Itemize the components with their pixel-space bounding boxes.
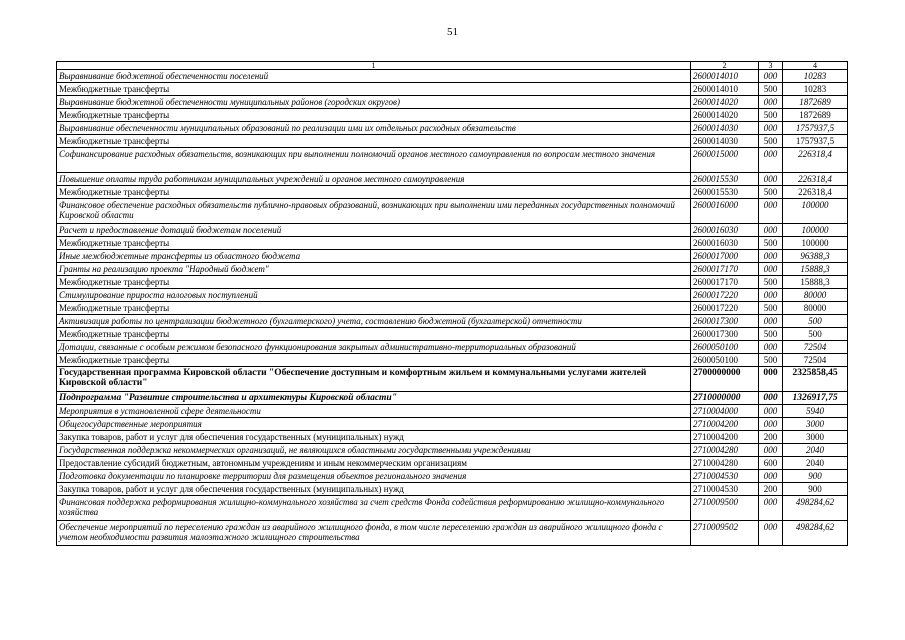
row-expense-type: 600 bbox=[759, 457, 783, 470]
row-code: 2600017170 bbox=[691, 276, 759, 289]
row-name: Общегосударственные мероприятия bbox=[57, 418, 691, 431]
table-row bbox=[57, 224, 848, 237]
row-code: 2710004530 bbox=[691, 483, 759, 496]
row-code: 2600017220 bbox=[691, 289, 759, 302]
column-number: 4 bbox=[783, 62, 848, 70]
row-expense-type: 500 bbox=[759, 135, 783, 148]
row-name: Межбюджетные трансферты bbox=[57, 109, 691, 122]
column-number-row bbox=[57, 62, 848, 70]
row-expense-type: 000 bbox=[759, 496, 783, 521]
row-name: Межбюджетные трансферты bbox=[57, 302, 691, 315]
column-number: 3 bbox=[759, 62, 783, 70]
table-row bbox=[57, 237, 848, 250]
row-name: Дотации, связанные с особым режимом безопасного функционирования закрытых административно-территориальных образований bbox=[57, 341, 691, 354]
row-expense-type: 200 bbox=[759, 483, 783, 496]
row-amount: 2040 bbox=[783, 457, 848, 470]
row-amount: 5940 bbox=[783, 405, 848, 418]
table-row bbox=[57, 276, 848, 289]
table-row bbox=[57, 315, 848, 328]
row-expense-type: 000 bbox=[759, 122, 783, 135]
table-row bbox=[57, 83, 848, 96]
row-expense-type: 000 bbox=[759, 405, 783, 418]
row-code: 2600015530 bbox=[691, 173, 759, 186]
row-name: Выравнивание бюджетной обеспеченности поселений bbox=[57, 70, 691, 83]
row-amount: 2325858,45 bbox=[783, 367, 848, 392]
row-amount: 100000 bbox=[783, 237, 848, 250]
row-name: Подпрограмма "Развитие строительства и архитектуры Кировской области" bbox=[57, 392, 691, 405]
row-code: 2600014030 bbox=[691, 122, 759, 135]
row-expense-type: 000 bbox=[759, 224, 783, 237]
row-code: 2600014010 bbox=[691, 70, 759, 83]
row-amount: 1326917,75 bbox=[783, 392, 848, 405]
row-expense-type: 000 bbox=[759, 199, 783, 224]
table-row bbox=[57, 199, 848, 224]
row-amount: 10283 bbox=[783, 83, 848, 96]
column-number: 2 bbox=[691, 62, 759, 70]
row-code: 2600014020 bbox=[691, 96, 759, 109]
table-row bbox=[57, 148, 848, 173]
table-row bbox=[57, 109, 848, 122]
row-code: 2600015530 bbox=[691, 186, 759, 199]
row-code: 2710000000 bbox=[691, 392, 759, 405]
row-name: Межбюджетные трансферты bbox=[57, 328, 691, 341]
row-name: Расчет и предоставление дотаций бюджетам поселений bbox=[57, 224, 691, 237]
table-row bbox=[57, 328, 848, 341]
page-number: 51 bbox=[447, 26, 458, 38]
table-row bbox=[57, 70, 848, 83]
row-amount: 15888,3 bbox=[783, 276, 848, 289]
row-code: 2600016000 bbox=[691, 199, 759, 224]
row-expense-type: 200 bbox=[759, 431, 783, 444]
row-code: 2600050100 bbox=[691, 354, 759, 367]
row-name: Межбюджетные трансферты bbox=[57, 135, 691, 148]
row-code: 2600015000 bbox=[691, 148, 759, 173]
row-amount: 100000 bbox=[783, 224, 848, 237]
row-code: 2710004530 bbox=[691, 470, 759, 483]
row-amount: 1872689 bbox=[783, 109, 848, 122]
row-code: 2600016030 bbox=[691, 237, 759, 250]
row-expense-type: 000 bbox=[759, 521, 783, 546]
table-row bbox=[57, 354, 848, 367]
row-amount: 498284,62 bbox=[783, 521, 848, 546]
row-expense-type: 000 bbox=[759, 418, 783, 431]
row-name: Закупка товаров, работ и услуг для обеспечения государственных (муниципальных) нужд bbox=[57, 483, 691, 496]
table-row bbox=[57, 135, 848, 148]
row-expense-type: 000 bbox=[759, 148, 783, 173]
table-row bbox=[57, 418, 848, 431]
row-name: Межбюджетные трансферты bbox=[57, 186, 691, 199]
row-amount: 96388,3 bbox=[783, 250, 848, 263]
row-amount: 10283 bbox=[783, 70, 848, 83]
row-code: 2710004000 bbox=[691, 405, 759, 418]
row-name: Обеспечение мероприятий по переселению граждан из аварийного жилищного фонда, в том числе переселению граждан из аварийного жилищного фонда с учетом необходимости развития малоэтажного жилищного строительства bbox=[57, 521, 691, 546]
row-expense-type: 000 bbox=[759, 444, 783, 457]
row-code: 2710004200 bbox=[691, 431, 759, 444]
row-expense-type: 000 bbox=[759, 367, 783, 392]
row-name: Предоставление субсидий бюджетным, автономным учреждениям и иным некоммерческим организациям bbox=[57, 457, 691, 470]
row-code: 2600017000 bbox=[691, 250, 759, 263]
row-name: Государственная поддержка некоммерческих организаций, не являющихся областными государственными учреждениями bbox=[57, 444, 691, 457]
row-amount: 2040 bbox=[783, 444, 848, 457]
table-row bbox=[57, 186, 848, 199]
row-code: 2600014020 bbox=[691, 109, 759, 122]
row-amount: 100000 bbox=[783, 199, 848, 224]
row-expense-type: 000 bbox=[759, 263, 783, 276]
table-row bbox=[57, 470, 848, 483]
budget-table-body bbox=[57, 62, 848, 546]
table-row bbox=[57, 483, 848, 496]
row-name: Государственная программа Кировской области "Обеспечение доступным и комфортным жильем и коммунальными услугами жителей Кировской области" bbox=[57, 367, 691, 392]
row-amount: 498284,62 bbox=[783, 496, 848, 521]
table-row bbox=[57, 96, 848, 109]
table-row bbox=[57, 250, 848, 263]
row-name: Мероприятия в установленной сфере деятельности bbox=[57, 405, 691, 418]
row-code: 2600050100 bbox=[691, 341, 759, 354]
row-expense-type: 000 bbox=[759, 289, 783, 302]
row-amount: 500 bbox=[783, 315, 848, 328]
row-code: 2600014030 bbox=[691, 135, 759, 148]
row-name: Межбюджетные трансферты bbox=[57, 354, 691, 367]
row-amount: 72504 bbox=[783, 341, 848, 354]
row-amount: 226318,4 bbox=[783, 186, 848, 199]
table-row bbox=[57, 173, 848, 186]
row-code: 2710004280 bbox=[691, 457, 759, 470]
row-amount: 900 bbox=[783, 470, 848, 483]
table-row bbox=[57, 405, 848, 418]
budget-table bbox=[56, 61, 848, 546]
row-name: Софинансирование расходных обязательств, возникающих при выполнении полномочий органов местного самоуправления по вопросам местного значения bbox=[57, 148, 691, 173]
row-expense-type: 000 bbox=[759, 392, 783, 405]
row-expense-type: 500 bbox=[759, 302, 783, 315]
row-expense-type: 000 bbox=[759, 315, 783, 328]
row-name: Межбюджетные трансферты bbox=[57, 276, 691, 289]
row-amount: 1872689 bbox=[783, 96, 848, 109]
row-amount: 80000 bbox=[783, 289, 848, 302]
row-amount: 1757937,5 bbox=[783, 135, 848, 148]
table-row bbox=[57, 457, 848, 470]
row-code: 2600017220 bbox=[691, 302, 759, 315]
row-expense-type: 500 bbox=[759, 328, 783, 341]
table-row bbox=[57, 444, 848, 457]
row-expense-type: 500 bbox=[759, 109, 783, 122]
row-expense-type: 000 bbox=[759, 341, 783, 354]
table-row bbox=[57, 521, 848, 546]
row-name: Финансовая поддержка реформирования жилищно-коммунального хозяйства за счет средств Фонда содействия реформированию жилищно-коммунального хозяйства bbox=[57, 496, 691, 521]
row-amount: 900 bbox=[783, 483, 848, 496]
row-code: 2710009500 bbox=[691, 496, 759, 521]
table-row bbox=[57, 392, 848, 405]
row-amount: 1757937,5 bbox=[783, 122, 848, 135]
row-name: Иные межбюджетные трансферты из областного бюджета bbox=[57, 250, 691, 263]
row-name: Гранты на реализацию проекта "Народный бюджет" bbox=[57, 263, 691, 276]
row-code: 2600017300 bbox=[691, 328, 759, 341]
row-expense-type: 500 bbox=[759, 354, 783, 367]
table-row bbox=[57, 122, 848, 135]
row-name: Выравнивание обеспеченности муниципальных образований по реализации ими их отдельных расходных обязательств bbox=[57, 122, 691, 135]
row-name: Выравнивание бюджетной обеспеченности муниципальных районов (городских округов) bbox=[57, 96, 691, 109]
row-amount: 72504 bbox=[783, 354, 848, 367]
row-amount: 3000 bbox=[783, 418, 848, 431]
row-name: Финансовое обеспечение расходных обязательств публично-правовых образований, возникающих при выполнении ими переданных государственных полномочий Кировской области bbox=[57, 199, 691, 224]
row-expense-type: 000 bbox=[759, 96, 783, 109]
row-code: 2600014010 bbox=[691, 83, 759, 96]
row-code: 2600017300 bbox=[691, 315, 759, 328]
table-row bbox=[57, 496, 848, 521]
row-code: 2710004280 bbox=[691, 444, 759, 457]
row-name: Подготовка документации по планировке территории для размещения объектов регионального значения bbox=[57, 470, 691, 483]
row-expense-type: 500 bbox=[759, 237, 783, 250]
row-name: Повышение оплаты труда работникам муниципальных учреждений и органов местного самоуправления bbox=[57, 173, 691, 186]
column-number: 1 bbox=[57, 62, 691, 70]
table-row bbox=[57, 289, 848, 302]
row-expense-type: 000 bbox=[759, 470, 783, 483]
table-row bbox=[57, 341, 848, 354]
table-row bbox=[57, 263, 848, 276]
table-row bbox=[57, 431, 848, 444]
row-code: 2710009502 bbox=[691, 521, 759, 546]
row-name: Межбюджетные трансферты bbox=[57, 83, 691, 96]
row-amount: 3000 bbox=[783, 431, 848, 444]
row-code: 2710004200 bbox=[691, 418, 759, 431]
row-name: Активизация работы по централизации бюджетного (бухгалтерского) учета, составлению бюджетной (бухгалтерской) отчетности bbox=[57, 315, 691, 328]
row-expense-type: 000 bbox=[759, 70, 783, 83]
row-name: Закупка товаров, работ и услуг для обеспечения государственных (муниципальных) нужд bbox=[57, 431, 691, 444]
row-amount: 500 bbox=[783, 328, 848, 341]
row-code: 2600016030 bbox=[691, 224, 759, 237]
row-expense-type: 500 bbox=[759, 186, 783, 199]
table-row bbox=[57, 302, 848, 315]
table-row bbox=[57, 367, 848, 392]
row-name: Межбюджетные трансферты bbox=[57, 237, 691, 250]
row-amount: 15888,3 bbox=[783, 263, 848, 276]
row-expense-type: 000 bbox=[759, 250, 783, 263]
row-amount: 80000 bbox=[783, 302, 848, 315]
row-expense-type: 500 bbox=[759, 276, 783, 289]
row-amount: 226318,4 bbox=[783, 148, 848, 173]
row-expense-type: 500 bbox=[759, 83, 783, 96]
row-code: 2600017170 bbox=[691, 263, 759, 276]
row-name: Стимулирование прироста налоговых поступлений bbox=[57, 289, 691, 302]
row-code: 2700000000 bbox=[691, 367, 759, 392]
row-expense-type: 000 bbox=[759, 173, 783, 186]
row-amount: 226318,4 bbox=[783, 173, 848, 186]
